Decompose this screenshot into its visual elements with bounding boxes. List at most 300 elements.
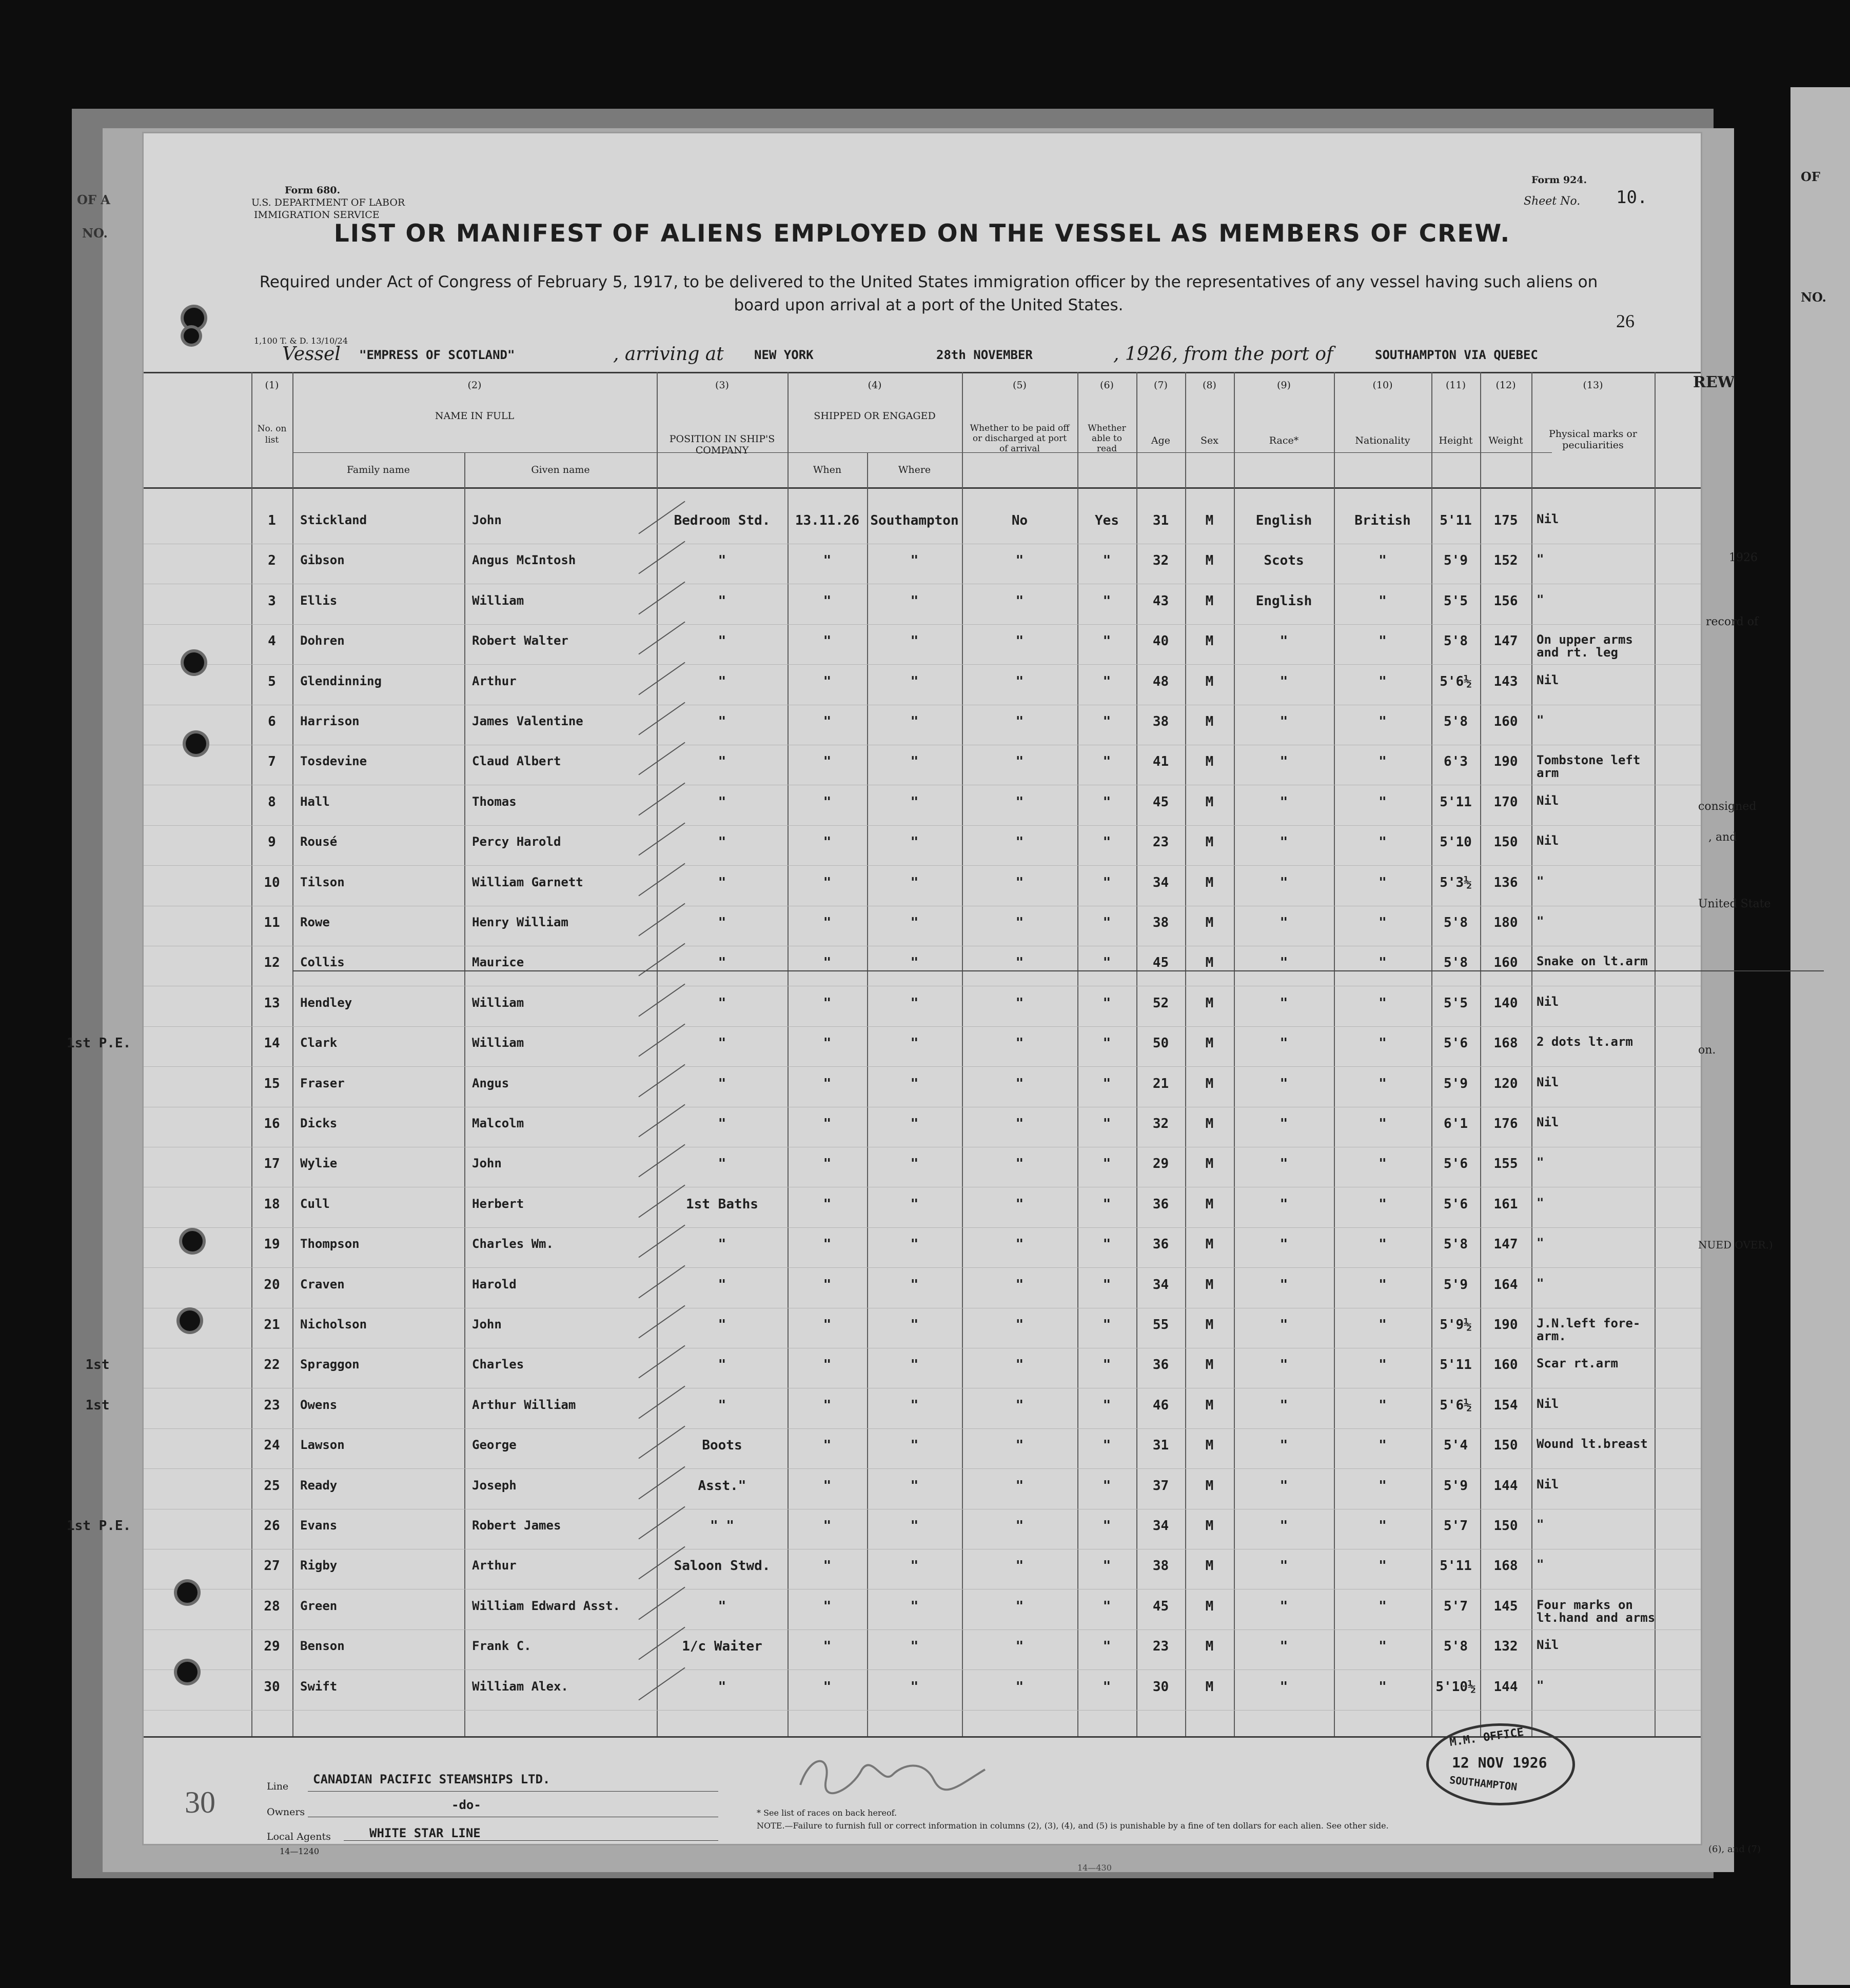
cell-given-name: William Alex. [472, 1679, 568, 1694]
cell-given-name: Harold [472, 1277, 517, 1291]
cell-height: 5'8 [1444, 955, 1468, 971]
cell-physical-marks: Four marks on lt.hand and arms [1537, 1597, 1656, 1625]
row-rule [144, 1710, 1701, 1711]
punch-hole [177, 1582, 198, 1603]
cell-weight: 161 [1493, 1196, 1518, 1212]
cell-physical-marks: Nil [1537, 1396, 1559, 1411]
cell-no: 26 [264, 1518, 280, 1534]
cell-sex: M [1205, 1156, 1214, 1172]
cell-given-name: William Garnett [472, 874, 583, 889]
cell-sex: M [1205, 834, 1214, 850]
cell-family-name: Green [300, 1598, 338, 1613]
cell-when: " [823, 955, 832, 971]
header-family-name: Family name [347, 464, 410, 475]
cell-no: 15 [264, 1076, 280, 1091]
table-row [144, 794, 1672, 833]
cell-when: " [823, 714, 832, 729]
cell-position: " [718, 915, 726, 930]
header-race: Race* [1269, 435, 1299, 446]
cell-paid-off: " [1015, 754, 1024, 770]
cell-weight: 144 [1493, 1679, 1518, 1695]
row-prefix: 1st P.E. [67, 1518, 131, 1534]
cell-nationality: " [1379, 1237, 1387, 1253]
column-number: (1) [265, 380, 279, 391]
cell-when: 13.11.26 [795, 513, 860, 528]
cell-age: 32 [1152, 553, 1169, 569]
cell-nationality: " [1379, 1156, 1387, 1172]
cell-sex: M [1205, 1196, 1214, 1212]
cell-paid-off: " [1015, 1598, 1024, 1614]
header-subrule [292, 452, 1552, 453]
cell-when: " [823, 633, 832, 649]
cell-where: " [910, 834, 919, 850]
cell-weight: 152 [1493, 553, 1518, 569]
cell-when: " [823, 874, 832, 890]
cell-read: " [1103, 1518, 1111, 1534]
strike-through-line [292, 970, 1824, 971]
cell-where: " [910, 1116, 919, 1131]
cell-age: 23 [1152, 834, 1169, 850]
table-row [144, 834, 1672, 873]
cell-where: " [910, 1076, 919, 1091]
department-name: U.S. DEPARTMENT OF LABOR [251, 197, 405, 208]
cell-nationality: British [1354, 513, 1411, 528]
cell-where: " [910, 1679, 919, 1695]
cell-age: 23 [1152, 1639, 1169, 1655]
cell-race: " [1280, 754, 1288, 770]
cell-when: " [823, 1438, 832, 1454]
header-bottom-rule [144, 487, 1701, 489]
cell-nationality: " [1379, 553, 1387, 569]
cell-race: " [1280, 834, 1288, 850]
cell-physical-marks: " [1537, 914, 1544, 928]
cell-race: " [1280, 1518, 1288, 1534]
table-row [85, 1396, 1672, 1437]
cell-family-name: Dicks [300, 1116, 338, 1130]
cell-no: 23 [264, 1397, 280, 1413]
cell-read: " [1103, 1036, 1111, 1051]
cell-paid-off: " [1015, 1277, 1024, 1293]
cell-when: " [823, 1478, 832, 1494]
cell-read: " [1103, 714, 1111, 729]
cell-nationality: " [1379, 1196, 1387, 1212]
header-when: When [813, 464, 842, 475]
margin-fragment: NUED OVER.) [1698, 1239, 1773, 1251]
cell-physical-marks: Wound lt.breast [1537, 1437, 1648, 1452]
cell-family-name: Benson [300, 1639, 345, 1654]
cell-age: 38 [1152, 714, 1169, 729]
cell-sex: M [1205, 1036, 1214, 1051]
cell-position: " [718, 794, 726, 810]
office-stamp [1426, 1723, 1575, 1805]
cell-weight: 132 [1493, 1639, 1518, 1655]
table-row [144, 593, 1672, 632]
header-no-on-list: No. on list [257, 424, 287, 445]
cell-race: " [1280, 1237, 1288, 1253]
margin-fragment: OF [1801, 169, 1820, 184]
column-number: (10) [1372, 380, 1393, 391]
cell-nationality: " [1379, 1357, 1387, 1373]
cell-family-name: Wylie [300, 1156, 338, 1171]
cell-weight: 160 [1493, 714, 1518, 729]
year-label: , 1926, from the port of [1113, 344, 1333, 365]
cell-sex: M [1205, 1116, 1214, 1131]
column-number: (8) [1203, 380, 1216, 391]
cell-sex: M [1205, 513, 1214, 528]
cell-family-name: Collis [300, 955, 345, 970]
cell-when: " [823, 754, 832, 770]
cell-height: 5'11 [1440, 513, 1472, 528]
cell-sex: M [1205, 1518, 1214, 1534]
cell-paid-off: " [1015, 1036, 1024, 1051]
cell-physical-marks: Nil [1537, 994, 1559, 1009]
cell-no: 13 [264, 995, 280, 1011]
cell-height: 5'5 [1444, 995, 1468, 1011]
cell-position: " [718, 1116, 726, 1131]
table-row [144, 1679, 1672, 1718]
cell-nationality: " [1379, 593, 1387, 609]
owners-label: Owners [267, 1806, 305, 1818]
punch-hole [186, 733, 206, 754]
header-shipped-or-engaged: SHIPPED OR ENGAGED [814, 410, 936, 422]
cell-where: " [910, 794, 919, 810]
cell-age: 40 [1152, 633, 1169, 649]
cell-nationality: " [1379, 1679, 1387, 1695]
arrival-date: 28th NOVEMBER [936, 348, 1033, 362]
cell-given-name: William [472, 995, 524, 1010]
margin-fragment: NO. [82, 226, 108, 241]
print-code: 1,100 T. & D. 13/10/24 [254, 336, 348, 346]
cell-given-name: Henry William [472, 915, 568, 929]
header-sex: Sex [1200, 435, 1218, 446]
cell-given-name: Angus [472, 1076, 509, 1090]
stamp-top-text: M.M. OFFICE [1448, 1725, 1525, 1750]
cell-weight: 164 [1493, 1277, 1518, 1293]
cell-no: 8 [268, 794, 276, 810]
margin-fragment: REW [1693, 373, 1735, 391]
margin-fragment: 1926 [1729, 551, 1758, 564]
column-number: (9) [1277, 380, 1291, 391]
cell-where: " [910, 553, 919, 569]
cell-where: " [910, 1598, 919, 1614]
cell-sex: M [1205, 1478, 1214, 1494]
header-given-name: Given name [531, 464, 590, 475]
row-prefix: 1st [85, 1357, 110, 1373]
cell-where: " [910, 1277, 919, 1293]
row-rule [144, 664, 1701, 665]
cell-position: " [718, 673, 726, 689]
cell-no: 2 [268, 553, 276, 569]
cell-family-name: Thompson [300, 1237, 360, 1251]
cell-height: 5'8 [1444, 633, 1468, 649]
cell-no: 12 [264, 955, 280, 971]
cell-paid-off: " [1015, 915, 1024, 930]
cell-race: " [1280, 1036, 1288, 1051]
cell-race: " [1280, 1116, 1288, 1131]
cell-age: 36 [1152, 1196, 1169, 1212]
cell-read: " [1103, 1156, 1111, 1172]
line-value: CANADIAN PACIFIC STEAMSHIPS LTD. [313, 1772, 550, 1786]
cell-family-name: Owens [300, 1397, 338, 1412]
cell-race: " [1280, 1317, 1288, 1333]
cell-when: " [823, 1036, 832, 1051]
cell-paid-off: " [1015, 673, 1024, 689]
cell-family-name: Tosdevine [300, 754, 367, 769]
cell-age: 46 [1152, 1397, 1169, 1413]
cell-paid-off: " [1015, 1478, 1024, 1494]
cell-nationality: " [1379, 1598, 1387, 1614]
cell-race: " [1280, 673, 1288, 689]
cell-height: 5'6½ [1440, 1397, 1472, 1413]
cell-where: " [910, 1317, 919, 1333]
cell-where: " [910, 593, 919, 609]
table-row [144, 1076, 1672, 1115]
cell-no: 19 [264, 1237, 280, 1253]
cell-race: " [1280, 714, 1288, 729]
cell-physical-marks: Snake on lt.arm [1537, 954, 1648, 969]
cell-position: " [718, 1156, 726, 1172]
column-number: (5) [1013, 380, 1027, 391]
cell-nationality: " [1379, 1397, 1387, 1413]
row-rule [144, 865, 1701, 866]
cell-physical-marks: Scar rt.arm [1537, 1356, 1618, 1371]
form-number-right: Form 924. [1531, 174, 1587, 186]
cell-age: 45 [1152, 955, 1169, 971]
cell-age: 43 [1152, 593, 1169, 609]
column-number: (7) [1154, 380, 1168, 391]
cell-position: " [718, 1397, 726, 1413]
cell-where: Southampton [870, 513, 959, 528]
cell-read: " [1103, 1438, 1111, 1454]
cell-read: " [1103, 1679, 1111, 1695]
cell-given-name: William Edward Asst. [472, 1598, 620, 1613]
cell-position: 1st Baths [686, 1196, 758, 1212]
cell-read: " [1103, 673, 1111, 689]
departure-port: SOUTHAMPTON VIA QUEBEC [1375, 348, 1538, 362]
cell-position: " [718, 1598, 726, 1614]
cell-height: 5'10½ [1435, 1679, 1476, 1695]
cell-race: " [1280, 1639, 1288, 1655]
column-number: (3) [715, 380, 729, 391]
stamp-bottom-text: SOUTHAMPTON [1449, 1774, 1518, 1793]
cell-position: " [718, 593, 726, 609]
header-age: Age [1151, 435, 1171, 446]
row-rule [144, 1267, 1701, 1268]
cell-physical-marks: Nil [1537, 1477, 1559, 1492]
cell-paid-off: " [1015, 1518, 1024, 1534]
cell-given-name: Arthur William [472, 1397, 576, 1412]
cell-no: 22 [264, 1357, 280, 1373]
cell-family-name: Lawson [300, 1438, 345, 1453]
cell-sex: M [1205, 1558, 1214, 1574]
punch-hole [177, 1662, 198, 1682]
cell-position: " [718, 1277, 726, 1293]
punch-hole [184, 328, 199, 344]
cell-read: " [1103, 834, 1111, 850]
cell-when: " [823, 915, 832, 930]
cell-when: " [823, 1116, 832, 1131]
cell-weight: 154 [1493, 1397, 1518, 1413]
cell-where: " [910, 1237, 919, 1253]
cell-physical-marks: Nil [1537, 1115, 1559, 1129]
cell-when: " [823, 1679, 832, 1695]
arrival-port: NEW YORK [754, 348, 814, 362]
cell-race: " [1280, 1277, 1288, 1293]
header-paid-off: Whether to be paid off or discharged at port of arrival [970, 423, 1070, 454]
cell-where: " [910, 1156, 919, 1172]
cell-nationality: " [1379, 1036, 1387, 1051]
row-rule [144, 1669, 1701, 1670]
cell-given-name: Charles [472, 1357, 524, 1372]
sheet-label: Sheet No. [1524, 195, 1581, 208]
cell-physical-marks: " [1537, 1678, 1544, 1693]
cell-given-name: Maurice [472, 955, 524, 970]
cell-age: 48 [1152, 673, 1169, 689]
margin-fragment: record of [1706, 615, 1759, 628]
cell-nationality: " [1379, 1558, 1387, 1574]
cell-age: 37 [1152, 1478, 1169, 1494]
cell-family-name: Rowe [300, 915, 330, 929]
cell-where: " [910, 1639, 919, 1655]
cell-given-name: Thomas [472, 794, 517, 809]
cell-when: " [823, 1237, 832, 1253]
cell-position: " [718, 553, 726, 569]
cell-physical-marks: " [1537, 1155, 1544, 1170]
cell-no: 20 [264, 1277, 280, 1293]
cell-height: 5'6 [1444, 1156, 1468, 1172]
cell-no: 29 [264, 1639, 280, 1655]
cell-where: " [910, 1518, 919, 1534]
cell-race: " [1280, 1438, 1288, 1454]
cell-position: " [718, 1237, 726, 1253]
cell-physical-marks: " [1537, 1517, 1544, 1532]
cell-where: " [910, 1036, 919, 1051]
header-position: POSITION IN SHIP'S COMPANY [669, 433, 775, 456]
row-prefix: 1st P.E. [67, 1036, 131, 1051]
cell-nationality: " [1379, 1277, 1387, 1293]
cell-read: " [1103, 874, 1111, 890]
cell-where: " [910, 633, 919, 649]
cell-sex: M [1205, 553, 1214, 569]
table-row [85, 1356, 1672, 1396]
table-top-rule [144, 372, 1701, 373]
cell-sex: M [1205, 915, 1214, 930]
cell-nationality: " [1379, 874, 1387, 890]
header-nationality: Nationality [1355, 435, 1410, 446]
cell-age: 31 [1152, 1438, 1169, 1454]
cell-physical-marks: " [1537, 552, 1544, 567]
cell-weight: 168 [1493, 1558, 1518, 1574]
cell-given-name: James Valentine [472, 714, 583, 728]
cell-weight: 150 [1493, 834, 1518, 850]
cell-read: " [1103, 1478, 1111, 1494]
cell-when: " [823, 1317, 832, 1333]
cell-age: 38 [1152, 915, 1169, 930]
cell-paid-off: " [1015, 553, 1024, 569]
cell-where: " [910, 915, 919, 930]
cell-no: 5 [268, 673, 276, 689]
line-label: Line [267, 1781, 289, 1792]
cell-race: English [1255, 593, 1312, 609]
cell-read: " [1103, 1558, 1111, 1574]
column-number: (2) [467, 380, 482, 391]
cell-sex: M [1205, 754, 1214, 770]
cell-no: 7 [268, 754, 276, 770]
margin-fragment: NO. [1801, 290, 1826, 305]
cell-position: " [718, 955, 726, 971]
cell-height: 5'11 [1440, 794, 1472, 810]
table-row [144, 1558, 1672, 1597]
cell-paid-off: " [1015, 874, 1024, 890]
table-row [144, 553, 1672, 592]
cell-family-name: Hall [300, 794, 330, 809]
cell-weight: 160 [1493, 955, 1518, 971]
table-row [144, 1116, 1672, 1155]
cell-read: " [1103, 553, 1111, 569]
cell-where: " [910, 1357, 919, 1373]
cell-read: " [1103, 754, 1111, 770]
cell-family-name: Nicholson [300, 1317, 367, 1331]
cell-physical-marks: " [1537, 713, 1544, 727]
cell-no: 9 [268, 834, 276, 850]
cell-weight: 147 [1493, 633, 1518, 649]
cell-age: 36 [1152, 1237, 1169, 1253]
cell-position: " [718, 1679, 726, 1695]
cell-sex: M [1205, 633, 1214, 649]
cell-family-name: Rigby [300, 1558, 338, 1573]
cell-race: " [1280, 955, 1288, 971]
cell-age: 41 [1152, 754, 1169, 770]
cell-no: 24 [264, 1438, 280, 1454]
cell-height: 5'4 [1444, 1438, 1468, 1454]
cell-race: " [1280, 995, 1288, 1011]
cell-age: 30 [1152, 1679, 1169, 1695]
cell-when: " [823, 834, 832, 850]
cell-read: " [1103, 1237, 1111, 1253]
cell-family-name: Tilson [300, 874, 345, 889]
cell-weight: 120 [1493, 1076, 1518, 1091]
margin-fragment: consigned [1698, 800, 1757, 813]
cell-no: 4 [268, 633, 276, 649]
cell-position: " [718, 1076, 726, 1091]
cell-given-name: Herbert [472, 1196, 524, 1211]
cell-nationality: " [1379, 834, 1387, 850]
cell-position: 1/c Waiter [682, 1639, 762, 1655]
row-rule [144, 624, 1701, 625]
cell-family-name: Glendinning [300, 673, 382, 688]
cell-age: 21 [1152, 1076, 1169, 1091]
cell-sex: M [1205, 714, 1214, 729]
cell-family-name: Clark [300, 1036, 338, 1050]
cell-sex: M [1205, 1598, 1214, 1614]
table-row [144, 633, 1672, 672]
cell-position: Bedroom Std. [674, 513, 771, 528]
cell-given-name: Arthur [472, 1558, 517, 1573]
cell-where: " [910, 714, 919, 729]
header-weight: Weight [1488, 435, 1523, 446]
cell-given-name: Percy Harold [472, 834, 561, 849]
races-footnote: * See list of races on back hereof. [757, 1808, 897, 1818]
punch-hole [184, 652, 204, 673]
cell-paid-off: " [1015, 1558, 1024, 1574]
cell-paid-off: No [1011, 513, 1028, 528]
cell-paid-off: " [1015, 1076, 1024, 1091]
cell-where: " [910, 673, 919, 689]
cell-weight: 175 [1493, 513, 1518, 528]
cell-read: " [1103, 1397, 1111, 1413]
cell-age: 34 [1152, 1518, 1169, 1534]
local-agents-label: Local Agents [267, 1831, 331, 1842]
